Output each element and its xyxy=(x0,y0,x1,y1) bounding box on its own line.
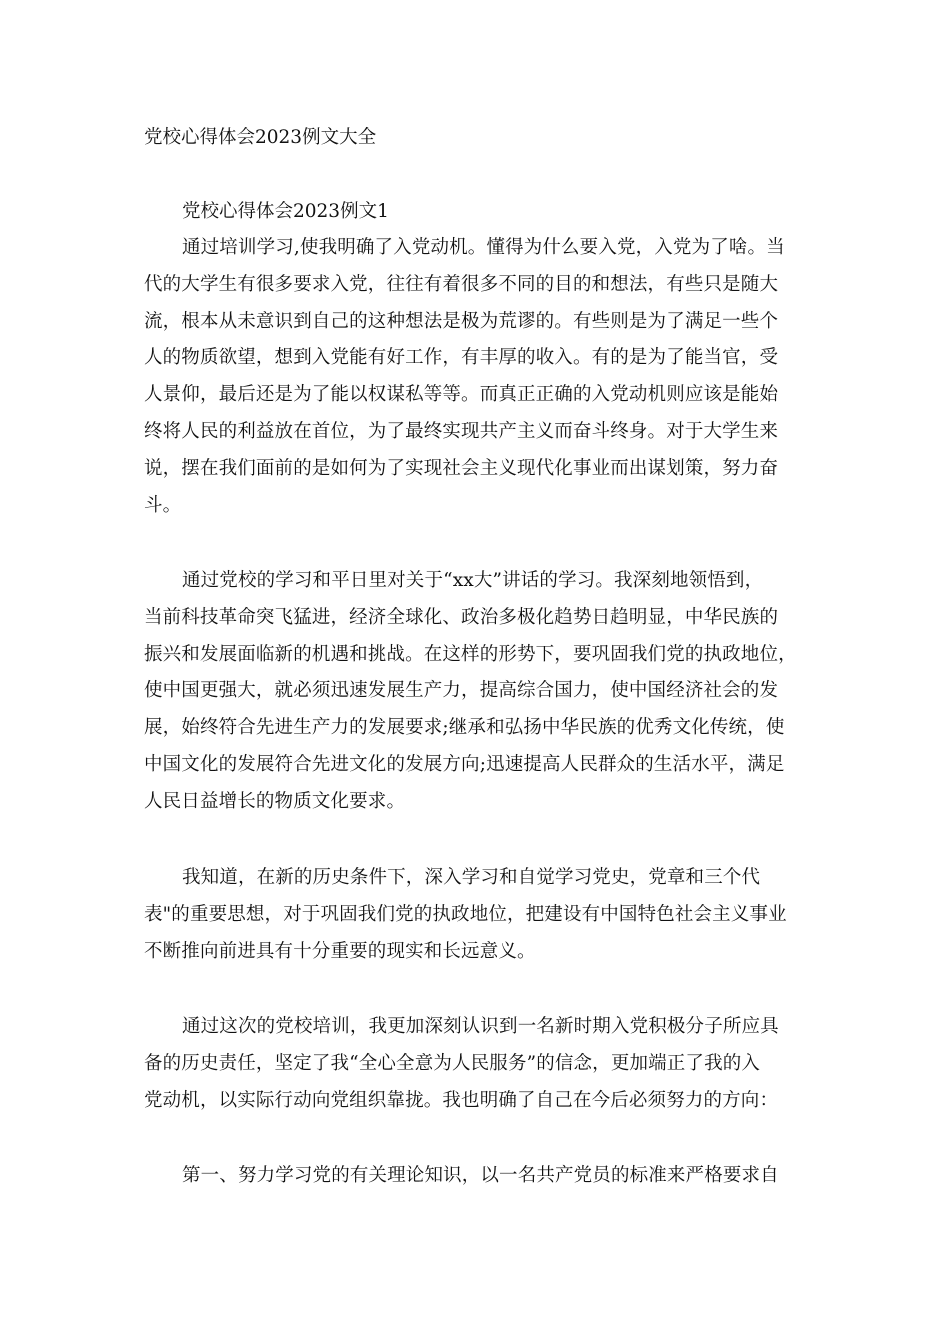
paragraph-line: 斗。 xyxy=(144,494,182,516)
paragraph-line: 人民日益增长的物质文化要求。 xyxy=(144,790,406,812)
paragraph-line: 流，根本从未意识到自己的这种想法是极为荒谬的。有些则是为了满足一些个 xyxy=(144,310,779,332)
paragraph-4 xyxy=(144,1009,819,1119)
paragraph-5 xyxy=(144,1158,819,1195)
paragraph-line: 当前科技革命突飞猛进，经济全球化、政治多极化趋势日趋明显，中华民族的 xyxy=(144,606,779,628)
paragraph-line: 代的大学生有很多要求入党，往往有着很多不同的目的和想法，有些只是随大 xyxy=(144,273,779,295)
paragraph-line: 备的历史责任，坚定了我“全心全意为人民服务”的信念，更加端正了我的入 xyxy=(144,1052,761,1074)
paragraph-1 xyxy=(144,230,819,524)
paragraph-line: 第一、努力学习党的有关理论知识，以一名共产党员的标准来严格要求自 xyxy=(182,1165,779,1186)
paragraph-line: 展，始终符合先进生产力的发展要求;继承和弘扬中华民族的优秀文化传统，使 xyxy=(144,717,785,739)
section-heading: 党校心得体会2023例文1 xyxy=(182,201,389,222)
paragraph-3 xyxy=(144,860,819,970)
paragraph-line: 说，摆在我们面前的是如何为了实现社会主义现代化事业而出谋划策，努力奋 xyxy=(144,457,779,479)
paragraph-line: 表"的重要思想，对于巩固我们党的执政地位，把建设有中国特色社会主义事业 xyxy=(144,903,787,925)
paragraph-line: 人景仰，最后还是为了能以权谋私等等。而真正正确的入党动机则应该是能始 xyxy=(144,384,779,406)
paragraph-line: 不断推向前进具有十分重要的现实和长远意义。 xyxy=(144,940,536,962)
paragraph-line: 通过培训学习,使我明确了入党动机。懂得为什么要入党，入党为了啥。当 xyxy=(182,237,785,258)
paragraph-line: 使中国更强大，就必须迅速发展生产力，提高综合国力，使中国经济社会的发 xyxy=(144,680,779,702)
paragraph-line: 通过这次的党校培训，我更加深刻认识到一名新时期入党积极分子所应具 xyxy=(182,1016,779,1037)
paragraph-line: 终将人民的利益放在首位，为了最终实现共产主义而奋斗终身。对于大学生来 xyxy=(144,420,779,442)
paragraph-line: 振兴和发展面临新的机遇和挑战。在这样的形势下，要巩固我们党的执政地位， xyxy=(144,643,797,665)
paragraph-line: 中国文化的发展符合先进文化的发展方向;迅速提高人民群众的生活水平，满足 xyxy=(144,753,785,775)
paragraph-2 xyxy=(144,563,819,821)
paragraph-line: 通过党校的学习和平日里对关于“xx大”讲话的学习。我深刻地领悟到， xyxy=(182,570,764,591)
paragraph-line: 人的物质欲望，想到入党能有好工作，有丰厚的收入。有的是为了能当官，受 xyxy=(144,347,779,369)
document-title: 党校心得体会2023例文大全 xyxy=(144,127,377,148)
paragraph-line: 党动机，以实际行动向党组织靠拢。我也明确了自己在今后必须努力的方向： xyxy=(144,1089,779,1111)
paragraph-line: 我知道，在新的历史条件下，深入学习和自觉学习党史，党章和三个代 xyxy=(182,867,761,888)
